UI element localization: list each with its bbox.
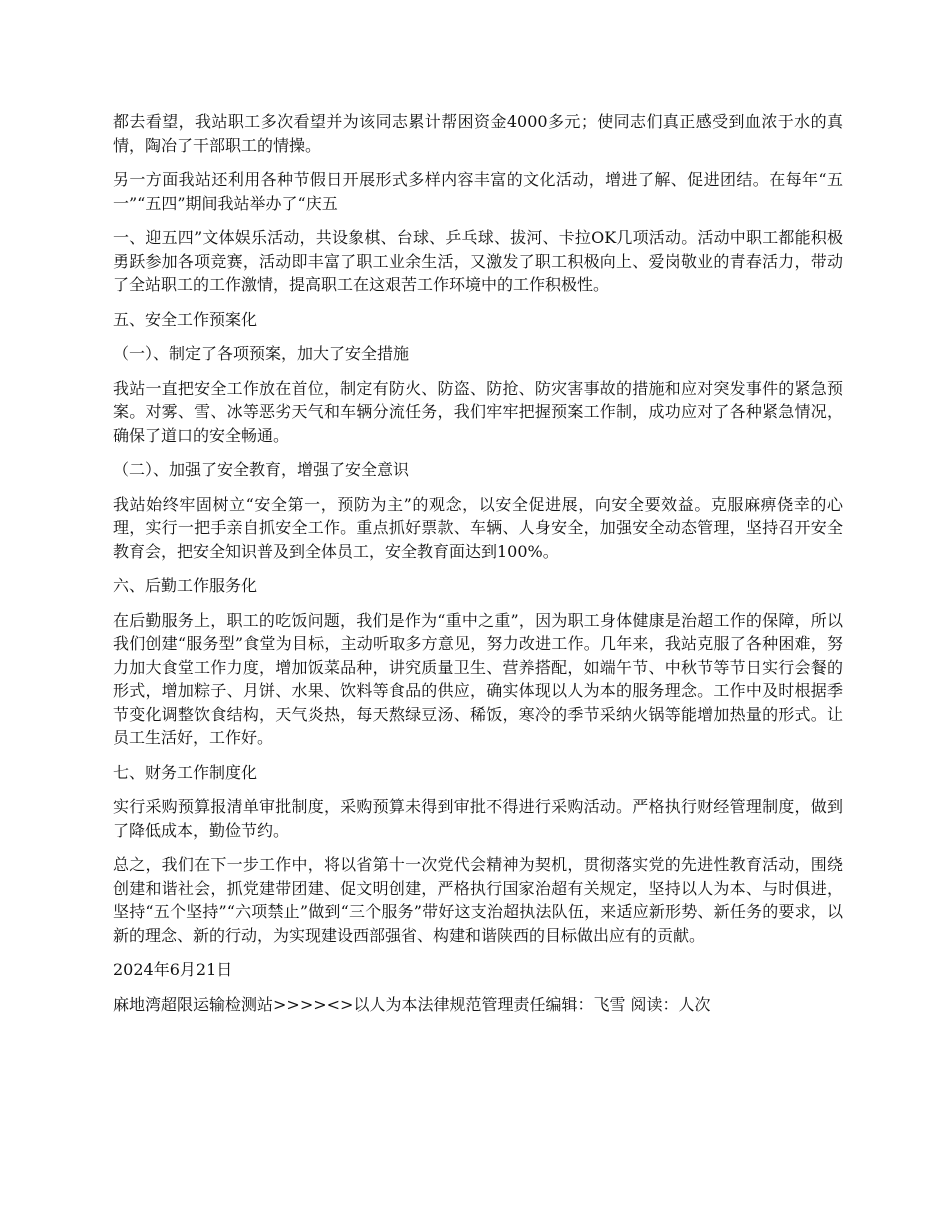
paragraph-logistics: 在后勤服务上，职工的吃饭问题，我们是作为“重中之重”，因为职工身体健康是治超工作的保障，所以我们创建“服务型”食堂为目标，主动听取多方意见，努力改进工作。几年来，我站克服了各种困难，努力加大食堂工作力度，增加饭菜品种，讲究质量卫生、营养搭配，如端午节、中秋节等节日实行会餐的形式，增加粽子、月饼、水果、饮料等食品的供应，确实体现以人为本的服务理念。工作中及时根据季节变化调整饮食结构，天气炎热，每天熬绿豆汤、稀饭，寒冷的季节采纳火锅等能增加热量的形式。让员工生活好，工作好。 (113, 610, 843, 747)
section-heading-safety: 五、安全工作预案化 (113, 309, 258, 329)
subheading-safety-plans: （一）、制定了各项预案，加大了安全措施 (113, 344, 410, 363)
subheading-safety-education: （二）、加强了安全教育，增强了安全意识 (113, 460, 410, 479)
paragraph-sports-activities: 一、迎五四”文体娱乐活动，共设象棋、台球、乒乓球、拔河、卡拉OK几项活动。活动中职工都能积极勇跃参加各项竞赛，活动即丰富了职工业余生活，又激发了职工积极向上、爱岗敬业的青春活力，带动了全站职工的工作激情，提高职工在这艰苦工作环境中的工作积极性。 (113, 228, 843, 294)
document-body (113, 110, 843, 1027)
paragraph-support-funds: 都去看望，我站职工多次看望并为该同志累计帮困资金4000多元；使同志们真正感受到血浓于水的真情，陶冶了干部职工的情操。 (113, 112, 843, 155)
section-heading-finance: 七、财务工作制度化 (113, 762, 258, 782)
document-date: 2024年6月21日 (113, 960, 233, 979)
paragraph-cultural-activities: 另一方面我站还利用各种节假日开展形式多样内容丰富的文化活动，增进了解、促进团结。在每年“五一”“五四”期间我站举办了“庆五 (113, 170, 843, 213)
paragraph-conclusion: 总之，我们在下一步工作中，将以省第十一次党代会精神为契机，贯彻落实党的先进性教育活动，围绕创建和谐社会，抓党建带团建、促文明创建，严格执行国家治超有关规定，坚持以人为本、与时俱进，坚持“五个坚持”“六项禁止”做到“三个服务”带好这支治超执法队伍，来适应新形势、新任务的要求，以新的理念、新的行动，为实现建设西部强省、构建和谐陕西的目标做出应有的贡献。 (113, 855, 843, 945)
paragraph-safety-education: 我站始终牢固树立“安全第一，预防为主”的观念，以安全促进展，向安全要效益。克服麻痹侥幸的心理，实行一把手亲自抓安全工作。重点抓好票款、车辆、人身安全，加强安全动态管理，坚持召开安全教育会，把安全知识普及到全体员工，安全教育面达到100%。 (113, 494, 843, 561)
section-heading-logistics: 六、后勤工作服务化 (113, 576, 258, 595)
paragraph-finance: 实行采购预算报清单审批制度，采购预算未得到审批不得进行采购活动。严格执行财经管理制度，做到了降低成本，勤俭节约。 (113, 797, 843, 840)
paragraph-safety-plans: 我站一直把安全工作放在首位，制定有防火、防盗、防抢、防灾害事故的措施和应对突发事件的紧急预案。对雾、雪、冰等恶劣天气和车辆分流任务，我们牢牢把握预案工作制，成功应对了各种紧急情况，确保了道口的安全畅通。 (113, 378, 843, 445)
document-footer: 麻地湾超限运输检测站>>>><>以人为本法律规范管理责任编辑：飞雪 阅读：人次 (113, 994, 711, 1014)
